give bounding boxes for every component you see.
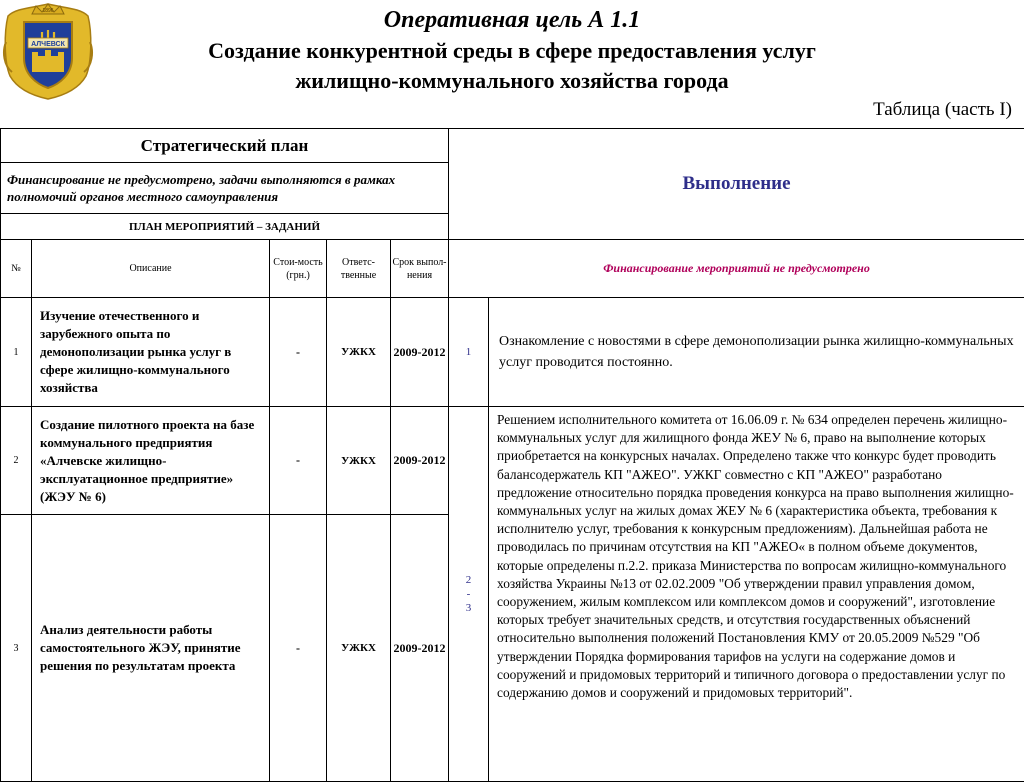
table-caption: Таблица (часть I) [873, 98, 1012, 122]
financing-not-provided: Финансирование мероприятий не предусмотрено [449, 240, 1024, 298]
row-cost: - [270, 515, 327, 782]
execution-header: Выполнение [449, 129, 1024, 240]
result-text: Ознакомление с новостями в сфере демонополизации рынка жилищно-коммунальных услуг проводится постоянно. [489, 298, 1024, 407]
strategic-plan-header: Стратегический план [1, 129, 449, 163]
emblem-label: АЛЧЕВСК [31, 41, 65, 48]
table-row [1, 298, 1024, 407]
row-description: Изучение отечественного и зарубежного опыта по демонополизации рынка услуг в сфере жилищно-коммунального хозяйства [32, 298, 270, 407]
row-description: Анализ деятельности работы самостоятельного ЖЭУ, принятие решения по результатам проекта [32, 515, 270, 782]
column-header-term: Срок выпол-нения [391, 240, 449, 298]
column-header-cost: Стои-мость (грн.) [270, 240, 327, 298]
row-number: 2 [1, 407, 32, 515]
result-number: 2 - 3 [449, 407, 489, 782]
column-header-description: Описание [32, 240, 270, 298]
plan-title: ПЛАН МЕРОПРИЯТИЙ – ЗАДАНИЙ [1, 214, 449, 240]
result-text: Решением исполнительного комитета от 16.06.09 г. № 634 определен перечень жилищно-коммунальных услуг для жилищного фонда ЖЕУ № 6, право на выполнение которых приобретается на конкурсных началах. Определено также что конкурс будет проводить балансодержатель КП "АЖЕО". УЖКГ совместно с КП "АЖЕО" разработано предложение относительно порядка проведения конкурса на право выполнения жилищно-коммунальных услуг на жилых домах ЖЕУ № 6 (характеристика объекта, требования к исполнителю услуг, требования к конкурсным предложениям). Дальнейшая работа не проводилась по причинам отсутствия на КП "АЖЕО« в полном объеме документов, которые определены п.2.2. приказа Министерства по вопросам жилищно-коммунального хозяйства Украины №13 от 02.02.2009 "Об утверждении правил управления домом, сооружением, жилым комплексом или комплексом домов и сооружений", изготовление которых требует значительных средств, и отсутствия государственных объяснений относительно выполнения положений Постановления КМУ от 20.05.2009 №529 "Об утверждении Порядка формирования тарифов на услуги на содержание домов и сооружений и придомовых территорий и типичного договора о предоставлении услуг по содержанию домов и сооружений и придомовых территорий". [489, 407, 1024, 782]
row-responsible: УЖКХ [327, 407, 391, 515]
operational-goal-title: Оперативная цель А 1.1 [0, 6, 1024, 34]
page-title [0, 36, 1024, 96]
column-header-num: № [1, 240, 32, 298]
row-description: Создание пилотного проекта на базе коммунального предприятия «Алчевске жилищно-эксплуатационное предприятие» (ЖЭУ № 6) [32, 407, 270, 515]
strategic-plan-table [0, 128, 1024, 782]
row-responsible: УЖКХ [327, 515, 391, 782]
row-cost: - [270, 298, 327, 407]
financing-note: Финансирование не предусмотрено, задачи выполняются в рамках полномочий органов местного самоуправления [1, 163, 449, 214]
row-number: 3 [1, 515, 32, 782]
row-term: 2009-2012 [391, 515, 449, 782]
row-number: 1 [1, 298, 32, 407]
row-term: 2009-2012 [391, 298, 449, 407]
column-header-responsible: Ответс-твенные [327, 240, 391, 298]
row-cost: - [270, 407, 327, 515]
emblem-year: 1896 [42, 8, 53, 14]
result-number: 1 [449, 298, 489, 407]
page-title-line-2: жилищно-коммунального хозяйства города [0, 66, 1024, 96]
row-responsible: УЖКХ [327, 298, 391, 407]
row-term: 2009-2012 [391, 407, 449, 515]
table-row [1, 407, 1024, 515]
page-title-line-1: Создание конкурентной среды в сфере предоставления услуг [0, 36, 1024, 66]
